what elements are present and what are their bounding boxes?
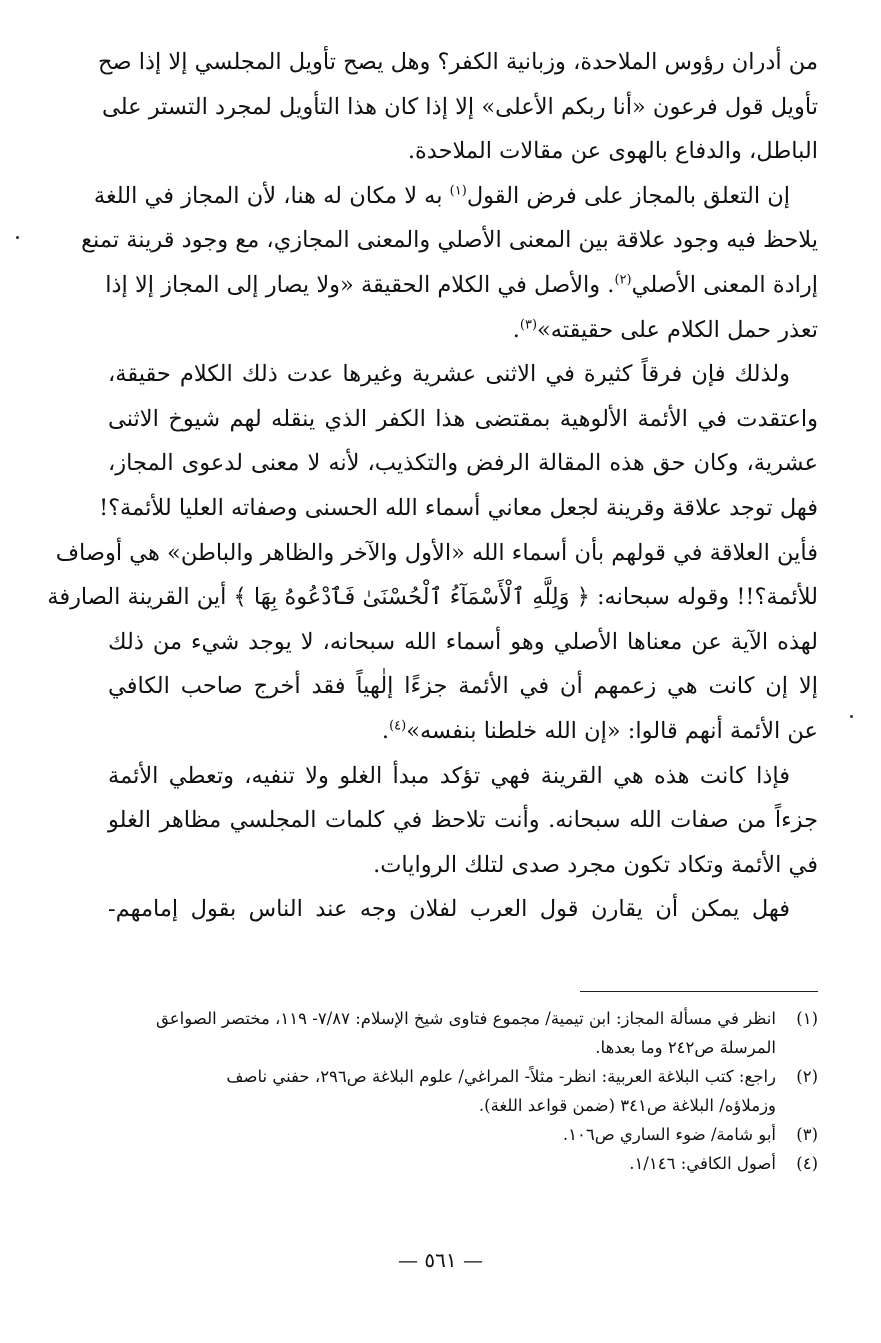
text-line: فهل توجد علاقة وقرينة لجعل معاني أسماء الله الحسنى وصفاته العليا للأئمة؟! xyxy=(99,494,818,521)
footnote-2 xyxy=(108,1062,818,1120)
footnote-1 xyxy=(108,1004,818,1062)
footnotes xyxy=(108,1004,818,1178)
text-line: عشرية، وكان حق هذه المقالة الرفض والتكذيب، لأنه لا معنى لدعوى المجاز، xyxy=(108,450,818,477)
footnote-3 xyxy=(108,1120,818,1149)
footnote-marker: (٢) xyxy=(614,272,632,288)
footnote-text: أبو شامة/ ضوء الساري ص١٠٦. xyxy=(562,1125,776,1144)
scan-speck xyxy=(16,236,19,239)
footnote-separator xyxy=(580,991,818,992)
footnote-marker: (٤) xyxy=(389,718,407,734)
page-number: — ٥٦١ — xyxy=(398,1248,483,1272)
paragraph-5 xyxy=(108,887,818,932)
text-line: إن التعلق بالمجاز على فرض القول$^{(١)}$ به لا مكان له هنا، لأن المجاز في اللغة xyxy=(93,182,790,209)
text-line: في الأئمة وتكاد تكون مجرد صدى لتلك الروايات. xyxy=(373,851,818,878)
paragraph-3 xyxy=(47,352,818,753)
text-line: تأويل قول فرعون «أنا ربكم الأعلى» إلا إذا كان هذا التأويل لمجرد التستر على xyxy=(101,93,818,120)
text-line: فإذا كانت هذه هي القرينة فهي تؤكد مبدأ الغلو ولا تنفيه، وتعطي الأئمة xyxy=(108,762,790,789)
footnote-number: (٢) xyxy=(796,1067,818,1086)
text-line: عن الأئمة أنهم قالوا: «إن الله خلطنا بنفسه»$^{(٤)}$. xyxy=(381,717,818,744)
text-line: تعذر حمل الكلام على حقيقته»$^{(٣)}$. xyxy=(512,316,818,343)
scan-speck xyxy=(850,715,853,718)
text-line: الباطل، والدفاع بالهوى عن مقالات الملاحدة. xyxy=(407,138,818,165)
footnote-marker: (١) xyxy=(449,183,467,199)
text-line: جزءاً من صفات الله سبحانه. وأنت تلاحظ في كلمات المجلسي مظاهر الغلو xyxy=(108,807,818,834)
footnote-text: المرسلة ص٢٤٢ وما بعدها. xyxy=(595,1038,776,1057)
footnote-text: انظر في مسألة المجاز: ابن تيمية/ مجموع فتاوى شيخ الإسلام: ٧/٨٧- ١١٩، مختصر الصواعق xyxy=(156,1009,776,1028)
footnote-number: (٣) xyxy=(796,1125,818,1144)
footnote-text: راجع: كتب البلاغة العربية: انظر- مثلاً- المراغي/ علوم البلاغة ص٢٩٦، حفني ناصف xyxy=(226,1067,776,1086)
footnote-marker: (٣) xyxy=(519,317,538,333)
paragraph-1 xyxy=(97,40,818,174)
text-line: فهل يمكن أن يقارن قول العرب لفلان وجه عند الناس بقول إمامهم- xyxy=(108,896,790,923)
quran-verse-line: للأئمة؟!! وقوله سبحانه: ﴿ وَلِلَّهِ ٱلْأَسْمَآءُ ٱلْحُسْنَىٰ فَٱدْعُوهُ بِهَا ﴾ أين القرينة الصارفة xyxy=(47,584,818,611)
paragraph-4 xyxy=(108,754,818,888)
text-line: يلاحظ فيه وجود علاقة بين المعنى الأصلي والمعنى المجازي، مع وجود قرينة تمنع xyxy=(81,227,818,254)
footnote-number: (١) xyxy=(796,1009,818,1028)
text-line: لهذه الآية عن معناها الأصلي وهو أسماء الله سبحانه، لا يوجد شيء من ذلك xyxy=(108,628,818,655)
main-text xyxy=(47,40,818,932)
text-line: ولذلك فإن فرقاً كثيرة في الاثنى عشرية وغيرها عدت ذلك الكلام حقيقة، xyxy=(108,361,790,388)
text-line: إلا إن كانت هي زعمهم أن في الأئمة جزءًا إلٰهياً فقد أخرج صاحب الكافي xyxy=(108,673,818,700)
footnote-number: (٤) xyxy=(796,1154,818,1173)
text-line: واعتقدت في الأئمة الألوهية بمقتضى هذا الكفر الذي ينقله لهم شيوخ الاثنى xyxy=(108,405,818,432)
footnote-text: وزملاؤه/ البلاغة ص٣٤١ (ضمن قواعد اللغة). xyxy=(478,1096,776,1115)
paragraph-2 xyxy=(81,174,818,352)
text-line: فأين العلاقة في قولهم بأن أسماء الله «الأول والآخر والظاهر والباطن» هي أوصاف xyxy=(55,539,818,566)
text-line: من أدران رؤوس الملاحدة، وزبانية الكفر؟ وهل يصح تأويل المجلسي إلا إذا صح xyxy=(97,49,818,75)
text-line: إرادة المعنى الأصلي$^{(٢)}$. والأصل في الكلام الحقيقة «ولا يصار إلى المجاز إلا إذا xyxy=(105,271,818,298)
footnote-text: أصول الكافي: ١/١٤٦. xyxy=(629,1154,776,1173)
footnote-4 xyxy=(108,1149,818,1178)
